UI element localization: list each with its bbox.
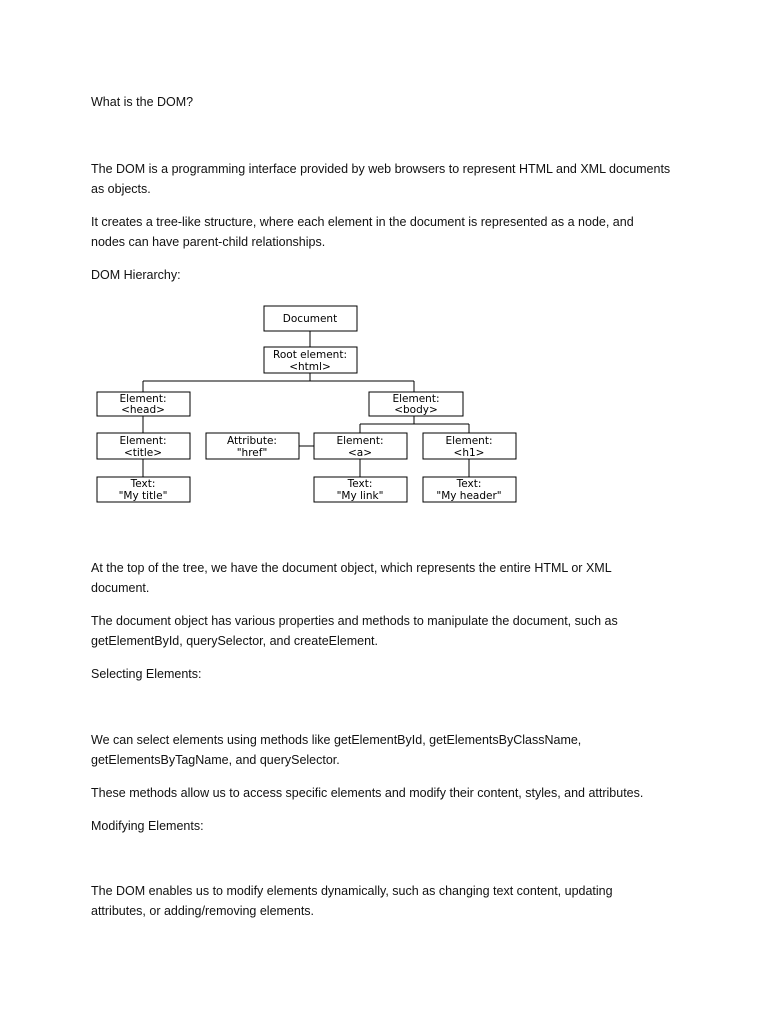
hierarchy-heading: DOM Hierarchy: <box>91 268 181 282</box>
node-h1-label-2: <h1> <box>453 447 485 459</box>
paragraph-7-line-1: The DOM enables us to modify elements dynamically, such as changing text content, updating <box>91 884 613 898</box>
node-head-label-1: Element: <box>119 393 167 405</box>
node-text-my-header <box>423 477 516 502</box>
node-head-label-2: <head> <box>121 404 165 416</box>
node-h1-element <box>423 433 516 459</box>
node-root-label-2: <html> <box>289 361 331 373</box>
node-text-header-label-2: "My header" <box>436 490 502 502</box>
node-text-link-label-1: Text: <box>347 478 373 490</box>
paragraph-2-line-2: nodes can have parent-child relationships. <box>91 235 326 249</box>
node-root-element <box>264 347 357 373</box>
node-a-label-1: Element: <box>336 435 384 447</box>
node-body-label-1: Element: <box>392 393 440 405</box>
paragraph-5-line-1: We can select elements using methods like getElementById, getElementsByClassName, <box>91 733 582 747</box>
node-attribute-href <box>206 433 299 459</box>
paragraph-7-line-2: attributes, or adding/removing elements. <box>91 904 315 918</box>
paragraph-5-line-2: getElementsByTagName, and querySelector. <box>91 753 340 767</box>
node-title-element <box>97 433 190 459</box>
selecting-heading: Selecting Elements: <box>91 667 202 681</box>
node-text-link-label-2: "My link" <box>336 490 384 502</box>
paragraph-1-line-2: as objects. <box>91 182 151 196</box>
paragraph-4-line-2: getElementById, querySelector, and createElement. <box>91 634 378 648</box>
node-h1-label-1: Element: <box>445 435 493 447</box>
node-body-element <box>369 392 463 416</box>
node-document <box>264 306 357 331</box>
paragraph-1-line-1: The DOM is a programming interface provided by web browsers to represent HTML and XML documents <box>91 162 671 176</box>
node-document-label: Document <box>282 313 338 325</box>
node-body-label-2: <body> <box>394 404 438 416</box>
node-a-element <box>314 433 407 459</box>
node-text-header-label-1: Text: <box>456 478 482 490</box>
node-a-label-2: <a> <box>347 447 373 459</box>
node-text-title-label-1: Text: <box>130 478 156 490</box>
node-text-title-label-2: "My title" <box>118 490 168 502</box>
modifying-heading: Modifying Elements: <box>91 819 204 833</box>
node-head-element <box>97 392 190 416</box>
node-title-label-1: Element: <box>119 435 167 447</box>
node-root-label-1: Root element: <box>273 349 347 361</box>
node-attr-label-2: "href" <box>236 447 268 459</box>
paragraph-6: These methods allow us to access specific elements and modify their content, styles, and attributes. <box>91 786 644 800</box>
paragraph-3-line-2: document. <box>91 581 150 595</box>
paragraph-2-line-1: It creates a tree-like structure, where each element in the document is represented as a node, and <box>91 215 634 229</box>
node-attr-label-1: Attribute: <box>227 435 277 447</box>
node-title-label-2: <title> <box>123 447 163 459</box>
paragraph-4-line-1: The document object has various properties and methods to manipulate the document, such as <box>91 614 618 628</box>
paragraph-3-line-1: At the top of the tree, we have the document object, which represents the entire HTML or XML <box>91 561 612 575</box>
node-text-my-link <box>314 477 407 502</box>
node-text-my-title <box>97 477 190 502</box>
doc-title: What is the DOM? <box>91 95 194 109</box>
